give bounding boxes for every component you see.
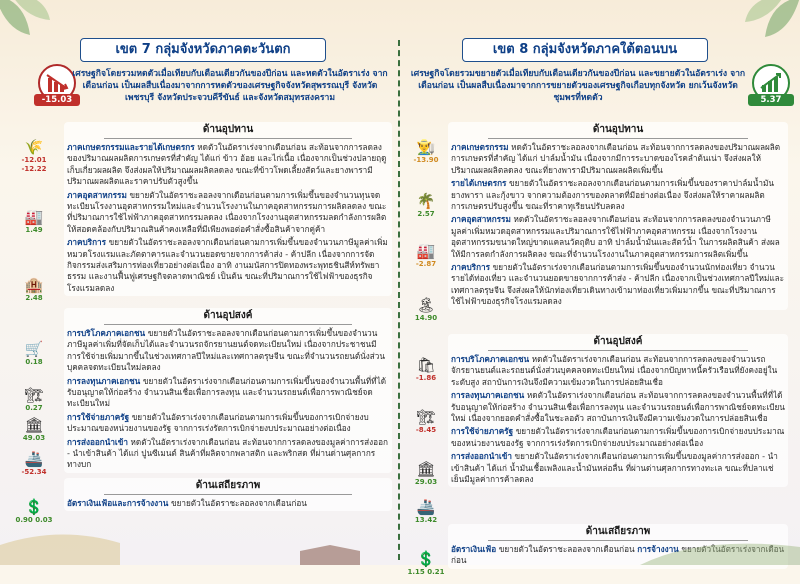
trade-icon-glyph: 🚢 xyxy=(24,450,44,468)
indicator-value: -8.45 xyxy=(415,426,437,434)
list-item: การลงทุนภาคเอกชน ขยายตัวในอัตราเร่งจากเดือนก่อนตามการเพิ่มขึ้นของจำนวนพื้นที่ที่ได้รับอนุญาตให้ก่อสร้าง จำนวนสินเชื่อเพื่อการลงทุน และจำนวนรถยนต์เพื่อการพาณิชย์จดทะเบียนใหม่ xyxy=(67,375,387,409)
zone-summary: เศรษฐกิจโดยรวมขยายตัวเมื่อเทียบกับเดือนเดียวกันของปีก่อน และขยายตัวในอัตราเร่ง จากเดือนก่อน เป็นผลสืบเนื่องมาจากการขยายตัวของเศรษฐกิจเกือบทุกจังหวัด ยกเว้นจังหวัดชุมพรที่หดตัว xyxy=(410,69,746,103)
list-item: ภาคเกษตรกรรมและรายได้เกษตรกร หดตัวในอัตราเร่งจากเดือนก่อน สะท้อนจากการลดลงของปริมาณผลผลิตการเกษตรที่สำคัญ ได้แก่ ข้าว อ้อย และไก่เนื้อ เนื่องจากเป็นช่วงปลายฤดูเก็บเกี่ยวผลผลิต จึงส่งผลให้ปริมาณผลผลิตลดลง ขณะที่ข้าวโพดเลี้ยงสัตว์และยางพารามีปริมาณผลผลิตและราคาปรับตัวสูงขึ้น xyxy=(67,142,387,187)
factory-icon xyxy=(12,208,56,242)
indicator-value: 2.57 xyxy=(417,210,435,218)
government-icon-glyph: 🏛 xyxy=(416,460,436,478)
construction-icon xyxy=(12,386,56,420)
government-icon xyxy=(404,460,448,494)
construction-icon-glyph: 🏗 xyxy=(416,408,436,426)
indicator-value: -13.90 xyxy=(413,156,439,164)
list-item: การใช้จ่ายภาครัฐ ขยายตัวในอัตราเร่งจากเดือนก่อนตามการเพิ่มขึ้นของการเบิกจ่ายงบประมาณของหน่วยงานของรัฐ จากการเร่งรัดการเบิกจ่ายงบประมาณอย่างต่อเนื่อง xyxy=(451,426,785,448)
list-item: อัตราเงินเฟ้อและการจ้างงาน ขยายตัวในอัตราชะลอลงจากเดือนก่อน xyxy=(67,498,307,508)
shopping-icon-glyph: 🛍 xyxy=(416,356,436,374)
list-item: ภาคบริการ ขยายตัวในอัตราเร่งจากเดือนก่อนตามการเพิ่มขึ้นของจำนวนนักท่องเที่ยว จำนวนรายได้ท่องเที่ยว และจำนวนยอดขายจากการค้าส่ง - ค้าปลีก เนื่องจากเป็นช่วงเทศกาลปีใหม่และเทศกาลตรุษจีน จึงส่งผลให้นักท่องเที่ยวเดินทางเข้ามาท่องเที่ยวเพิ่มมากขึ้น ขณะที่ปริมาณการใช้ไฟฟ้าของธุรกิจโรงแรมลดลง xyxy=(451,262,785,307)
palm-oil-icon-glyph: 🌴 xyxy=(416,192,436,210)
list-item: รายได้เกษตรกร ขยายตัวในอัตราชะลอลงจากเดือนก่อนตามการเพิ่มขึ้นของราคาปาล์มน้ำมัน ยางพารา และกุ้งขาว จากความต้องการของตลาดที่มีอย่างต่อเนื่อง จึงส่งผลให้ราคาผลผลิตการเกษตรปรับสูงขึ้น ขณะที่ราคาทุเรียนปรับลดลง xyxy=(451,178,774,212)
trade-icon xyxy=(12,450,56,484)
indicator-value: 14.90 xyxy=(414,314,438,322)
tourism-icon-glyph: 🏨 xyxy=(24,276,44,294)
leaf-decoration-icon xyxy=(0,0,60,50)
economy-badge xyxy=(750,64,792,110)
demand-section xyxy=(64,308,392,473)
trade-icon-glyph: 🚢 xyxy=(416,498,436,516)
supply-section xyxy=(64,122,392,296)
economy-growth-value: -15.03 xyxy=(34,94,80,106)
inflation-icon-glyph: 💲 xyxy=(416,550,436,568)
indicator-value: 49.03 xyxy=(22,434,46,442)
tourism-icon-glyph: 🏝 xyxy=(416,296,436,314)
leaf-decoration-icon xyxy=(735,0,800,52)
economy-growth-value: 5.37 xyxy=(748,94,794,106)
list-item: ภาคอุตสาหกรรม หดตัวในอัตราชะลอลงจากเดือนก่อน สะท้อนจากการลดลงของจำนวนภาษีมูลค่าเพิ่มหมวดอุตสาหกรรมและปริมาณการใช้ไฟฟ้าภาคอุตสาหกรรม เนื่องจากโรงงานอุตสาหกรรมขนาดใหญ่ขาดแคลนวัตถุดิบ อาทิ ปาล์มน้ำมันและสัตว์น้ำ ในการผลิตสินค้า ส่งผลให้มีการลดกำลังการผลิตลง ขณะที่จำนวนโรงงานในภาคอุตสาหกรรมการผลิตเพิ่มขึ้น xyxy=(451,214,780,259)
list-item: การใช้จ่ายภาครัฐ ขยายตัวในอัตราเร่งจากเดือนก่อนตามการเพิ่มขึ้นของการเบิกจ่ายงบประมาณของหน่วยงานของรัฐ จากการเร่งรัดการเบิกจ่ายงบประมาณอย่างต่อเนื่อง xyxy=(67,411,369,434)
zone-divider xyxy=(398,40,400,560)
factory-icon xyxy=(404,242,448,276)
inflation-icon-glyph: 💲 xyxy=(24,498,44,516)
indicator-value: -1.86 xyxy=(415,374,437,382)
rice-farmer-icon-glyph: 👨‍🌾 xyxy=(416,138,436,156)
list-item: ภาคเกษตรกรรม หดตัวในอัตราชะลอลงจากเดือนก่อน สะท้อนจากการลดลงของปริมาณผลผลิตการเกษตรที่สำคัญ ได้แก่ ปาล์มน้ำมัน เนื่องจากมีการระบาดของโรคลำต้นเน่า จึงส่งผลให้ปริมาณผลผลิตลดลง ขณะที่ยางพารามีปริมาณผลผลิตเพิ่มขึ้น xyxy=(451,142,781,175)
stability-section xyxy=(64,478,392,511)
landscape-decoration-icon xyxy=(0,515,800,565)
list-item: การบริโภคภาคเอกชน ขยายตัวในอัตราชะลอลงจากเดือนก่อนตามการเพิ่มขึ้นของจำนวนภาษีมูลค่าเพิ่มที่จัดเก็บได้และจำนวนรถจักรยานยนต์จดทะเบียนใหม่ เนื่องจากประชาชนมีการใช้จ่ายเพิ่มมากขึ้นในช่วงเทศกาลปีใหม่และเทศกาลตรุษจีน ขณะที่จำนวนรถยนต์นั่งส่วนบุคคลจดทะเบียนใหม่ลดลง xyxy=(67,328,385,373)
section-heading: ด้านอุปทาน xyxy=(104,122,352,139)
indicator-value: -2.87 xyxy=(415,260,437,268)
indicator-value: 1.15 0.21 xyxy=(407,568,445,576)
indicator-value: -52.34 xyxy=(21,468,47,476)
list-item: การบริโภคภาคเอกชน หดตัวในอัตราเร่งจากเดือนก่อน สะท้อนจากการลดลงของจำนวนรถจักรยานยนต์และรถยนต์นั่งส่วนบุคคลจดทะเบียนใหม่ เนื่องจากปัญหาหนี้ครัวเรือนที่ยังคงอยู่ในระดับสูง สถาบันการเงินจึงมีความเข้มงวดในการปล่อยสินเชื่อ xyxy=(451,354,778,387)
tourism-icon xyxy=(404,296,448,330)
zone-title: เขต 7 กลุ่มจังหวัดภาคตะวันตก xyxy=(80,38,326,62)
indicator-value: 0.27 xyxy=(25,404,43,412)
factory-icon-glyph: 🏭 xyxy=(416,242,436,260)
indicator-value: 1.49 xyxy=(25,226,43,234)
indicator-value: 2.48 xyxy=(25,294,43,302)
palm-oil-icon xyxy=(404,192,448,226)
section-heading: ด้านอุปทาน xyxy=(488,122,748,139)
shopping-icon-glyph: 🛒 xyxy=(24,340,44,358)
construction-icon-glyph: 🏗 xyxy=(24,386,44,404)
list-item: ภาคอุตสาหกรรม ขยายตัวในอัตราชะลอลงจากเดือนก่อนตามการเพิ่มขึ้นของจำนวนทุนจดทะเบียนโรงงานอุตสาหกรรมใหม่และจำนวนโรงงานในภาคอุตสาหกรรมการผลิตลดลง ขณะที่ปริมาณการใช้ไฟฟ้าภาคอุตสาหกรรมลดลง เนื่องจากโรงงานอุตสาหกรรมลดกำลังการผลิตให้สอดคล้องกับปริมาณสินค้าคงเหลือที่มีเพียงพอต่อคำสั่งซื้อสินค้าจากคู่ค้า xyxy=(67,189,387,234)
section-heading: ด้านเสถียรภาพ xyxy=(104,478,352,495)
indicator-value: 29.03 xyxy=(414,478,438,486)
factory-icon-glyph: 🏭 xyxy=(24,208,44,226)
government-icon xyxy=(12,416,56,450)
section-heading: ด้านอุปสงค์ xyxy=(104,308,352,325)
list-item: อัตราเงินเฟ้อ ขยายตัวในอัตราชะลอลงจากเดือนก่อน การจ้างงาน ขยายตัวในอัตราเร่งจากเดือนก่อน xyxy=(451,544,785,566)
rice-farmer-icon xyxy=(404,138,448,172)
zone-title: เขต 8 กลุ่มจังหวัดภาคใต้ตอนบน xyxy=(462,38,708,62)
tourism-icon xyxy=(12,276,56,310)
section-heading: ด้านเสถียรภาพ xyxy=(488,524,748,541)
indicator-value: 13.42 xyxy=(414,516,438,524)
indicator-value: 0.18 xyxy=(25,358,43,366)
shopping-icon xyxy=(12,340,56,374)
indicator-value: -12.01 -12.22 xyxy=(21,156,47,173)
demand-section xyxy=(448,334,788,487)
indicator-value: 0.90 0.03 xyxy=(15,516,53,524)
list-item: การส่งออกนำเข้า ขยายตัวในอัตราเร่งจากเดือนก่อนตามการเพิ่มขึ้นของมูลค่าการส่งออก - นำเข้าสินค้า ได้แก่ น้ำมันเชื้อเพลิงและน้ำมันหล่อลื่น ที่ผ่านด่านศุลกากรทางทะเล ขณะที่ปลาแช่เย็นมีมูลค่าการค้าลดลง xyxy=(451,451,778,485)
section-heading: ด้านอุปสงค์ xyxy=(488,334,748,351)
list-item: การส่งออกนำเข้า หดตัวในอัตราเร่งจากเดือนก่อน สะท้อนจากการลดลงของมูลค่าการส่งออก - นำเข้าสินค้า ได้แก่ ปูนซีเมนต์ สินค้าที่ผลิตจากพลาสติก และพริกสด ที่ผ่านด่านศุลกากรทางบก xyxy=(67,436,388,470)
construction-icon xyxy=(404,408,448,442)
shopping-icon xyxy=(404,356,448,390)
rice-farmer-icon xyxy=(12,138,56,172)
list-item: การลงทุนภาคเอกชน หดตัวในอัตราเร่งจากเดือนก่อน สะท้อนจากการลดลงของจำนวนพื้นที่ที่ได้รับอนุญาตให้ก่อสร้าง จำนวนสินเชื่อเพื่อการลงทุน และจำนวนรถยนต์เพื่อการพาณิชย์จดทะเบียนใหม่ เนื่องจากยอดคำสั่งซื้อในชะลอตัว สถาบันการเงินจึงมีความเข้มงวดในการปล่อยสินเชื่อ xyxy=(451,390,785,424)
rice-farmer-icon-glyph: 🌾 xyxy=(24,138,44,156)
supply-section xyxy=(448,122,788,310)
list-item: ภาคบริการ ขยายตัวในอัตราชะลอลงจากเดือนก่อนตามการเพิ่มขึ้นของจำนวนภาษีมูลค่าเพิ่มหมวดโรงแรมและภัตตาคารและจำนวนยอดขายจากการค้าส่ง - ค้าปลีก เนื่องจากการจัดกิจกรรมส่งเสริมการท่องเที่ยวอย่างต่อเนื่อง อาทิ งานมนัสการปิดทองพระพุทธชินสีห์ทรัพยาธรรม และงานฟื้นฟูเศรษฐกิจตลาดพาณิชย์ เป็นต้น ขณะที่ปริมาณการใช้ไฟฟ้าของธุรกิจโรงแรมลดลง xyxy=(67,237,388,293)
zone-summary: เศรษฐกิจโดยรวมหดตัวเมื่อเทียบกับเดือนเดียวกันของปีก่อน และหดตัวในอัตราเร่ง จากเดือนก่อน เป็นผลสืบเนื่องมาจากการหดตัวของเศรษฐกิจจังหวัดสุพรรณบุรี จังหวัดเพชรบุรี จังหวัดประจวบคีรีขันธ์ และจังหวัดสมุทรสงคราม xyxy=(72,69,388,103)
government-icon-glyph: 🏛 xyxy=(24,416,44,434)
